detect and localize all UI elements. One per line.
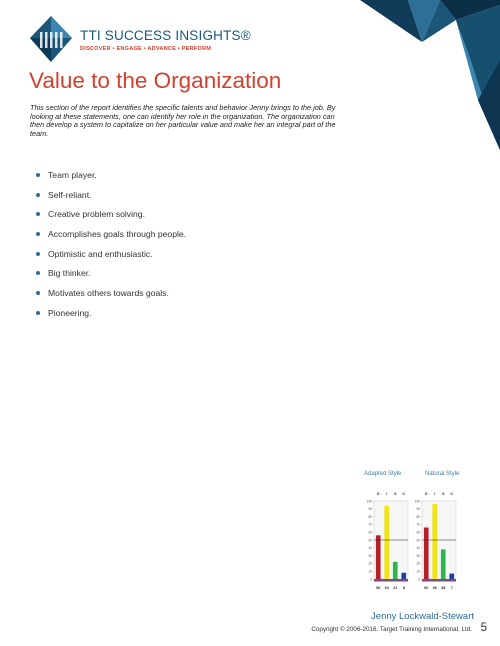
logo-tagline: DISCOVER • ENGAGE • ADVANCE • PERFORM — [80, 46, 212, 52]
y-tick-label: 60 — [368, 530, 372, 535]
y-tick-label: 20 — [368, 561, 372, 566]
y-tick-label: 30 — [416, 553, 420, 558]
list-item — [36, 268, 186, 288]
bullet-icon — [36, 271, 40, 275]
data-label: 7 — [450, 586, 453, 590]
y-tick-label: 40 — [368, 546, 372, 551]
category-label: S — [441, 492, 445, 496]
intro-paragraph: This section of the report identifies the specific talents and behavior Jenny brings to the job. By looking at these statements, one can identify her role in the organization. The organization can then develop a system to capitalize on her particular value and make her an integral part of the team. — [30, 103, 336, 138]
y-tick-label: 0 — [418, 577, 420, 582]
list-item-text: Big thinker. — [48, 268, 91, 279]
bar-s — [441, 549, 446, 579]
page-number: 5 — [480, 622, 487, 634]
bullet-icon — [36, 173, 40, 177]
y-tick-label: 30 — [368, 553, 372, 558]
data-label: 22 — [393, 586, 398, 590]
list-item — [36, 190, 186, 210]
list-item-text: Motivates others towards goals. — [48, 288, 169, 299]
list-item — [36, 308, 186, 328]
y-tick-label: 50 — [368, 538, 372, 543]
category-label: C — [450, 492, 454, 496]
baseline-band — [374, 579, 408, 582]
bullet-icon — [36, 252, 40, 256]
bar-i — [432, 504, 437, 579]
data-label: 56 — [376, 586, 381, 590]
y-tick-label: 80 — [368, 514, 372, 519]
y-tick-label: 10 — [416, 569, 420, 574]
data-label: 38 — [441, 586, 446, 590]
data-label: 66 — [424, 586, 429, 590]
y-tick-label: 10 — [368, 569, 372, 574]
y-tick-label: 60 — [416, 530, 420, 535]
list-item-text: Accomplishes goals through people. — [48, 229, 187, 240]
y-tick-label: 70 — [416, 522, 420, 527]
category-label: S — [393, 492, 397, 496]
bullet-icon — [36, 291, 40, 295]
list-item-text: Self-reliant. — [48, 189, 92, 200]
y-tick-label: 50 — [416, 538, 420, 543]
bar-c — [449, 574, 454, 579]
list-item-text: Pioneering. — [48, 307, 92, 318]
logo-diamond-icon — [30, 16, 72, 62]
value-list — [36, 170, 186, 328]
bullet-icon — [36, 232, 40, 236]
data-label: 96 — [432, 586, 437, 590]
data-label: 94 — [384, 586, 389, 590]
list-item — [36, 249, 186, 269]
natural-style-label: Natural Style — [425, 471, 460, 477]
category-label: I — [434, 492, 436, 496]
bar-i — [384, 506, 389, 579]
disc-chart-svg — [364, 481, 474, 593]
adapted-style-label: Adapted Style — [364, 471, 402, 477]
logo-text: TTI SUCCESS INSIGHTS® — [80, 28, 251, 43]
data-label: 8 — [402, 586, 405, 590]
y-tick-label: 100 — [414, 499, 420, 504]
bar-c — [401, 573, 406, 579]
y-tick-label: 100 — [366, 499, 372, 504]
category-label: C — [402, 492, 406, 496]
corner-decoration — [360, 0, 500, 150]
bar-s — [393, 562, 398, 579]
footer-copyright: Copyright © 2006-2016. Target Training International, Ltd. — [311, 626, 472, 633]
y-tick-label: 90 — [368, 507, 372, 512]
baseline-band — [422, 579, 456, 582]
y-tick-label: 90 — [416, 507, 420, 512]
bar-d — [376, 535, 381, 579]
y-tick-label: 0 — [370, 577, 372, 582]
category-label: I — [386, 492, 388, 496]
bullet-icon — [36, 212, 40, 216]
tti-logo — [30, 16, 250, 66]
category-label: D — [376, 492, 380, 496]
list-item — [36, 229, 186, 249]
list-item-text: Optimistic and enthusiastic. — [48, 248, 153, 259]
list-item — [36, 288, 186, 308]
y-tick-label: 80 — [416, 514, 420, 519]
y-tick-label: 40 — [416, 546, 420, 551]
list-item-text: Team player. — [48, 170, 97, 180]
bullet-icon — [36, 311, 40, 315]
page-title: Value to the Organization — [29, 68, 282, 93]
y-tick-label: 70 — [368, 522, 372, 527]
disc-graphs — [364, 471, 474, 591]
list-item — [36, 170, 186, 190]
bar-d — [424, 528, 429, 579]
category-label: D — [424, 492, 428, 496]
list-item — [36, 209, 186, 229]
footer-name: Jenny Lockwald-Stewart — [371, 611, 474, 622]
y-tick-label: 20 — [416, 561, 420, 566]
list-item-text: Creative problem solving. — [48, 209, 145, 220]
bullet-icon — [36, 193, 40, 197]
